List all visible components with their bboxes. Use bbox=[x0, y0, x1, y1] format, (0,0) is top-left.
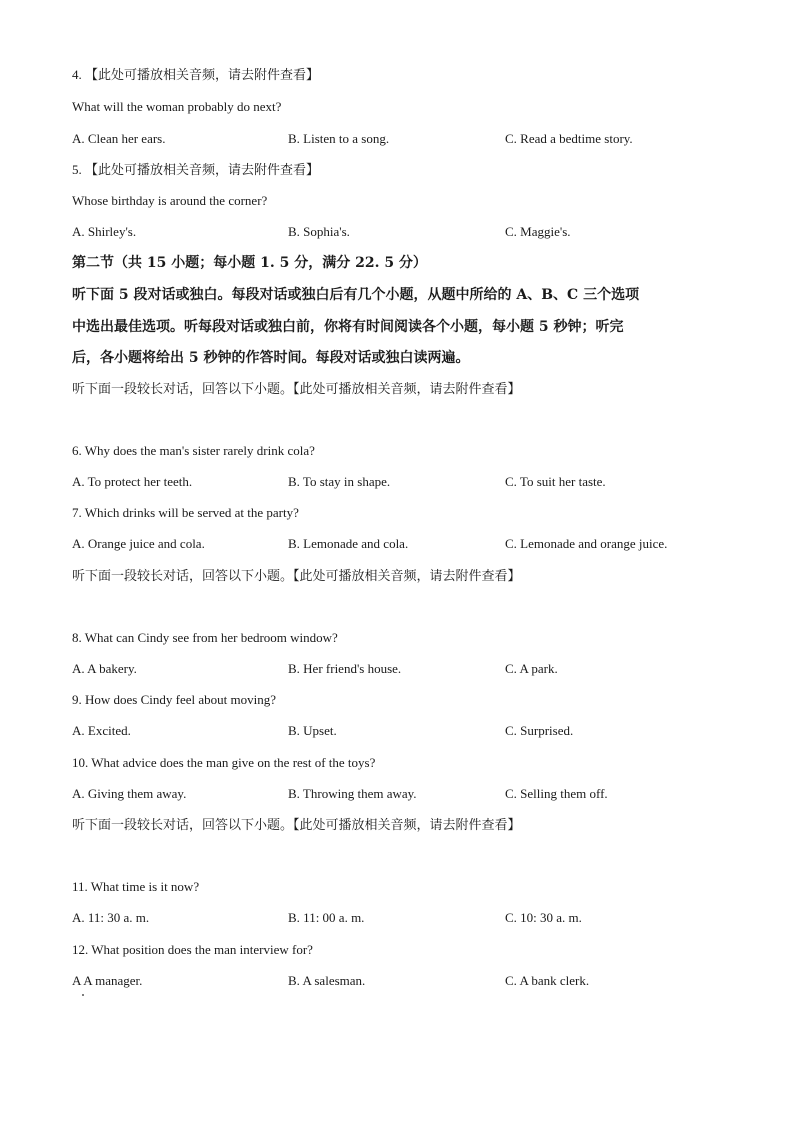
q8-option-a: A. A bakery. bbox=[72, 661, 137, 676]
q10-option-b: B. Throwing them away. bbox=[288, 786, 417, 801]
q4-option-c: C. Read a bedtime story. bbox=[505, 131, 633, 146]
q7-option-b: B. Lemonade and cola. bbox=[288, 536, 409, 551]
q6-option-b: B. To stay in shape. bbox=[288, 474, 391, 489]
q5-option-a: A. Shirley's. bbox=[72, 224, 137, 239]
section2-instruction-2: 中选出最佳选项。听每段对话或独白前，你将有时间阅读各个小题，每小题 5 秒钟；听完 bbox=[72, 319, 624, 335]
q10-question: 10. What advice does the man give on the rest of the toys? bbox=[72, 755, 376, 770]
q5-option-b: B. Sophia's. bbox=[288, 224, 350, 239]
q5-question: Whose birthday is around the corner? bbox=[72, 193, 268, 208]
group1-audio-intro[interactable]: 听下面一段较长对话，回答以下小题。【此处可播放相关音频，请去附件查看】 bbox=[72, 381, 521, 396]
q7-option-c: C. Lemonade and orange juice. bbox=[505, 536, 668, 551]
q11-option-c: C. 10: 30 a. m. bbox=[505, 910, 582, 925]
q9-option-b: B. Upset. bbox=[288, 723, 337, 738]
q9-option-c: C. Surprised. bbox=[505, 723, 574, 738]
q12-option-c: C. A bank clerk. bbox=[505, 973, 590, 988]
q12-option-a: A A manager. bbox=[72, 973, 143, 988]
section2-instruction-1: 听下面 5 段对话或独白。每段对话或独白后有几个小题，从题中所给的 A、B、C 三个选项 bbox=[72, 287, 640, 303]
q11-question: 11. What time is it now? bbox=[72, 879, 200, 894]
q10-option-a: A. Giving them away. bbox=[72, 786, 187, 801]
q7-option-a: A. Orange juice and cola. bbox=[72, 536, 205, 551]
q12-question: 12. What position does the man interview for? bbox=[72, 942, 313, 957]
q10-option-c: C. Selling them off. bbox=[505, 786, 608, 801]
group3-audio-intro[interactable]: 听下面一段较长对话，回答以下小题。【此处可播放相关音频，请去附件查看】 bbox=[72, 817, 521, 832]
section2-instruction-3: 后，各小题将给出 5 秒钟的作答时间。每段对话或独白读两遍。 bbox=[72, 350, 470, 366]
q6-option-a: A. To protect her teeth. bbox=[72, 474, 193, 489]
q7-question: 7. Which drinks will be served at the party? bbox=[72, 505, 299, 520]
q6-question: 6. Why does the man's sister rarely drink cola? bbox=[72, 443, 315, 458]
q9-option-a: A. Excited. bbox=[72, 723, 131, 738]
q11-option-b: B. 11: 00 a. m. bbox=[288, 910, 365, 925]
q12-option-b: B. A salesman. bbox=[288, 973, 366, 988]
q5-audio-prompt[interactable]: 5. 【此处可播放相关音频，请去附件查看】 bbox=[72, 162, 320, 177]
q4-option-b: B. Listen to a song. bbox=[288, 131, 390, 146]
q5-option-c: C. Maggie's. bbox=[505, 224, 571, 239]
stray-dot-mark bbox=[82, 994, 84, 996]
q6-option-c: C. To suit her taste. bbox=[505, 474, 606, 489]
q4-audio-prompt[interactable]: 4. 【此处可播放相关音频，请去附件查看】 bbox=[72, 67, 320, 82]
q4-question: What will the woman probably do next? bbox=[72, 99, 282, 114]
q8-option-b: B. Her friend's house. bbox=[288, 661, 402, 676]
q9-question: 9. How does Cindy feel about moving? bbox=[72, 692, 276, 707]
q8-question: 8. What can Cindy see from her bedroom window? bbox=[72, 630, 338, 645]
q11-option-a: A. 11: 30 a. m. bbox=[72, 910, 150, 925]
q8-option-c: C. A park. bbox=[505, 661, 558, 676]
q4-option-a: A. Clean her ears. bbox=[72, 131, 166, 146]
group2-audio-intro[interactable]: 听下面一段较长对话，回答以下小题。【此处可播放相关音频，请去附件查看】 bbox=[72, 568, 521, 583]
section2-title: 第二节（共 15 小题；每小题 1. 5 分，满分 22. 5 分） bbox=[72, 255, 427, 271]
